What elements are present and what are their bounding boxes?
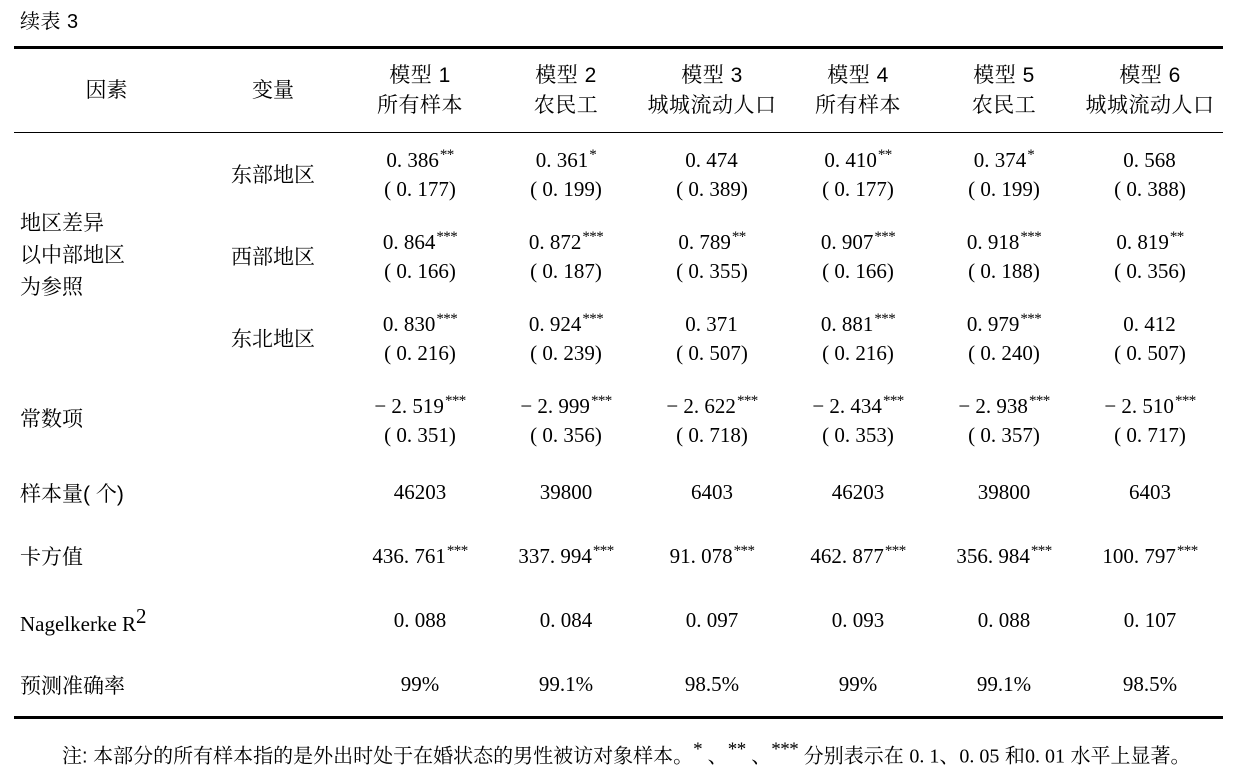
constant-term-label: 常数项 <box>20 407 83 431</box>
header-row <box>14 48 1223 133</box>
std-error-cell: ( 0. 216) <box>822 340 894 365</box>
model-subtitle: 所有样本 <box>815 93 901 117</box>
std-error-cell: ( 0. 166) <box>384 258 456 283</box>
std-error-cell: ( 0. 389) <box>676 176 748 201</box>
table-caption: 续表 3 <box>20 11 79 33</box>
coefficient-cell <box>931 379 1077 421</box>
column-header-model-2 <box>493 48 639 133</box>
footnote-sep-3: 、 <box>939 745 960 768</box>
std-error-cell: ( 0. 718) <box>676 422 748 447</box>
significance-stars: *** <box>884 542 906 559</box>
significance-stars: *** <box>592 542 614 559</box>
model-number: 模型 5 <box>973 64 1035 87</box>
summary-value: 99% <box>785 653 931 718</box>
significance-stars: *** <box>590 392 612 409</box>
model-subtitle: 城城流动人口 <box>647 93 777 117</box>
significance-stars: ** <box>439 146 454 163</box>
coefficient-value: 0. 410 <box>824 147 877 172</box>
factor-line-1: 地区差异 <box>20 211 104 235</box>
coefficient-value: 0. 474 <box>685 147 738 172</box>
summary-value <box>1077 524 1223 587</box>
footnote-prefix: 注: <box>62 745 88 768</box>
footnote-level-2: 0. 05 <box>959 745 1000 768</box>
column-header-model-3 <box>639 48 785 133</box>
table-row <box>14 132 1223 175</box>
footnote-star-1: * <box>693 738 703 760</box>
summary-value: 0. 097 <box>685 607 739 632</box>
model-subtitle: 城城流动人口 <box>1085 93 1215 117</box>
coefficient-value: 0. 789 <box>678 229 731 254</box>
std-error-cell: ( 0. 353) <box>822 422 894 447</box>
coefficient-cell <box>785 379 931 421</box>
model-number: 模型 6 <box>1119 64 1181 87</box>
std-error-cell: ( 0. 188) <box>968 258 1040 283</box>
footnote-star-2: ** <box>727 738 746 760</box>
summary-value <box>347 524 493 587</box>
std-error-cell: ( 0. 357) <box>968 422 1040 447</box>
model-subtitle: 农民工 <box>971 93 1037 117</box>
model-number: 模型 3 <box>681 64 743 87</box>
factor-group-label <box>14 132 199 379</box>
column-header-factor: 因素 <box>14 48 199 133</box>
coefficient-value: 0. 881 <box>820 311 874 336</box>
coefficient-cell <box>347 215 493 257</box>
coefficient-cell <box>1077 379 1223 421</box>
model-number: 模型 4 <box>827 64 889 87</box>
std-error-cell: ( 0. 239) <box>530 340 602 365</box>
coefficient-cell <box>785 297 931 339</box>
footnote-star-3: *** <box>771 738 799 760</box>
significance-stars: *** <box>882 392 904 409</box>
coefficient-value: − 2. 519 <box>374 393 444 418</box>
summary-number: 337. 994 <box>518 543 592 568</box>
empty-cell <box>199 379 347 421</box>
summary-value: 39800 <box>977 480 1031 505</box>
std-error-cell: ( 0. 717) <box>1114 422 1186 447</box>
std-error-cell: ( 0. 355) <box>676 258 748 283</box>
significance-stars: *** <box>874 310 896 327</box>
std-error-cell: ( 0. 507) <box>676 340 748 365</box>
coefficient-value: 0. 386 <box>386 147 439 172</box>
model-subtitle: 所有样本 <box>377 93 463 117</box>
nagelkerke-exponent: 2 <box>136 603 147 628</box>
significance-stars: *** <box>1030 542 1052 559</box>
significance-stars: *** <box>733 542 755 559</box>
column-header-variable: 变量 <box>199 48 347 133</box>
coefficient-cell <box>347 297 493 339</box>
coefficient-value: − 2. 622 <box>666 393 736 418</box>
summary-value: 0. 084 <box>539 607 593 632</box>
significance-stars: * <box>589 146 597 163</box>
significance-stars: ** <box>1169 228 1184 245</box>
std-error-cell: ( 0. 199) <box>968 176 1040 201</box>
footnote-level-3: 0. 01 <box>1024 745 1065 768</box>
summary-value: 0. 088 <box>977 607 1031 632</box>
coefficient-cell <box>639 297 785 339</box>
variable-label-northeast: 东北地区 <box>231 327 315 351</box>
variable-label-west: 西部地区 <box>231 245 315 269</box>
empty-cell <box>199 421 347 461</box>
summary-value: 6403 <box>691 480 733 505</box>
summary-number: 356. 984 <box>956 543 1030 568</box>
coefficient-value: 0. 568 <box>1123 147 1176 172</box>
significance-stars: *** <box>1020 310 1042 327</box>
coefficient-value: − 2. 938 <box>958 393 1028 418</box>
summary-number: 436. 761 <box>372 543 446 568</box>
summary-value: 98.5% <box>639 653 785 718</box>
summary-number: 462. 877 <box>810 543 884 568</box>
coefficient-cell <box>639 132 785 175</box>
coefficient-cell <box>1077 297 1223 339</box>
summary-label-prediction-accuracy: 预测准确率 <box>14 653 347 718</box>
std-error-cell: ( 0. 187) <box>530 258 602 283</box>
coefficient-cell <box>1077 132 1223 175</box>
summary-value: 98.5% <box>1077 653 1223 718</box>
std-error-cell: ( 0. 356) <box>530 422 602 447</box>
summary-value: 6403 <box>1129 480 1171 505</box>
summary-value: 46203 <box>831 480 885 505</box>
table-body <box>14 132 1223 717</box>
summary-value: 99.1% <box>493 653 639 718</box>
coefficient-cell <box>639 215 785 257</box>
coefficient-cell <box>1077 215 1223 257</box>
table-row <box>14 461 1223 524</box>
significance-stars: *** <box>736 392 758 409</box>
coefficient-cell <box>347 379 493 421</box>
coefficient-value: 0. 371 <box>685 311 738 336</box>
table-row <box>14 379 1223 421</box>
summary-value <box>785 524 931 587</box>
table-header <box>14 48 1223 133</box>
significance-stars: *** <box>1028 392 1050 409</box>
coefficient-value: 0. 819 <box>1116 229 1169 254</box>
coefficient-cell <box>639 379 785 421</box>
coefficient-value: − 2. 434 <box>812 393 882 418</box>
coefficient-cell <box>785 132 931 175</box>
coefficient-value: 0. 361 <box>535 147 589 172</box>
std-error-cell: ( 0. 388) <box>1114 176 1186 201</box>
summary-value: 0. 093 <box>831 607 885 632</box>
coefficient-cell <box>347 132 493 175</box>
summary-value <box>493 524 639 587</box>
coefficient-value: 0. 979 <box>966 311 1020 336</box>
footnote-body-3: 和 <box>999 745 1025 768</box>
nagelkerke-text: Nagelkerke R <box>20 611 137 636</box>
table-row <box>14 587 1223 653</box>
significance-stars: *** <box>874 228 896 245</box>
significance-stars: * <box>1027 146 1035 163</box>
footnote-level-1: 0. 1 <box>909 745 940 768</box>
column-header-model-5 <box>931 48 1077 133</box>
coefficient-cell <box>493 132 639 175</box>
coefficient-value: 0. 412 <box>1123 311 1176 336</box>
factor-line-2: 以中部地区 <box>20 243 125 267</box>
table-footnote <box>14 719 1220 773</box>
std-error-cell: ( 0. 351) <box>384 422 456 447</box>
std-error-cell: ( 0. 166) <box>822 258 894 283</box>
coefficient-value: 0. 830 <box>382 311 436 336</box>
footnote-body-1: 本部分的所有样本指的是外出时处于在婚状态的男性被访对象样本。 <box>87 745 694 768</box>
significance-stars: *** <box>582 228 604 245</box>
significance-stars: *** <box>444 392 466 409</box>
coefficient-cell <box>493 215 639 257</box>
variable-label-east: 东部地区 <box>231 163 315 187</box>
summary-value <box>639 524 785 587</box>
footnote-body-2: 分别表示在 <box>798 745 910 768</box>
std-error-cell: ( 0. 240) <box>968 340 1040 365</box>
coefficient-cell <box>493 379 639 421</box>
coefficient-cell <box>785 215 931 257</box>
statistics-table <box>14 46 1223 719</box>
significance-stars: *** <box>1176 542 1198 559</box>
footnote-body-4: 水平上显著。 <box>1064 745 1191 768</box>
summary-value: 99.1% <box>931 653 1077 718</box>
summary-label-sample-size: 样本量( 个) <box>20 482 124 506</box>
coefficient-value: 0. 924 <box>528 311 582 336</box>
coefficient-value: 0. 907 <box>820 229 874 254</box>
coefficient-value: 0. 918 <box>966 229 1020 254</box>
std-error-cell: ( 0. 356) <box>1114 258 1186 283</box>
model-number: 模型 2 <box>535 64 597 87</box>
summary-value: 99% <box>347 653 493 718</box>
coefficient-value: 0. 374 <box>973 147 1027 172</box>
significance-stars: *** <box>582 310 604 327</box>
coefficient-value: 0. 872 <box>528 229 582 254</box>
significance-stars: *** <box>1174 392 1196 409</box>
footnote-sep-2: 、 <box>745 745 772 768</box>
column-header-model-6 <box>1077 48 1223 133</box>
footnote-sep-1: 、 <box>702 745 728 768</box>
coefficient-cell <box>931 297 1077 339</box>
summary-number: 100. 797 <box>1102 543 1176 568</box>
coefficient-value: − 2. 510 <box>1104 393 1174 418</box>
coefficient-value: 0. 864 <box>382 229 436 254</box>
significance-stars: *** <box>436 310 458 327</box>
significance-stars: *** <box>436 228 458 245</box>
coefficient-value: − 2. 999 <box>520 393 590 418</box>
summary-value: 0. 088 <box>393 607 447 632</box>
coefficient-cell <box>493 297 639 339</box>
summary-value: 0. 107 <box>1123 607 1177 632</box>
std-error-cell: ( 0. 199) <box>530 176 602 201</box>
significance-stars: *** <box>1020 228 1042 245</box>
summary-label-chi-square: 卡方值 <box>20 545 83 569</box>
summary-value: 46203 <box>393 480 447 505</box>
significance-stars: ** <box>731 228 746 245</box>
coefficient-cell <box>931 215 1077 257</box>
model-number: 模型 1 <box>389 64 451 87</box>
table-row <box>14 653 1223 718</box>
significance-stars: ** <box>877 146 892 163</box>
column-header-model-4 <box>785 48 931 133</box>
std-error-cell: ( 0. 507) <box>1114 340 1186 365</box>
std-error-cell: ( 0. 177) <box>384 176 456 201</box>
factor-line-3: 为参照 <box>20 275 83 299</box>
column-header-model-1 <box>347 48 493 133</box>
std-error-cell: ( 0. 177) <box>822 176 894 201</box>
std-error-cell: ( 0. 216) <box>384 340 456 365</box>
coefficient-cell <box>931 132 1077 175</box>
summary-value <box>931 524 1077 587</box>
summary-label-nagelkerke-r2 <box>14 587 347 653</box>
model-subtitle: 农民工 <box>533 93 599 117</box>
summary-value: 39800 <box>539 480 593 505</box>
table-row <box>14 524 1223 587</box>
significance-stars: *** <box>446 542 468 559</box>
summary-number: 91. 078 <box>669 543 733 568</box>
